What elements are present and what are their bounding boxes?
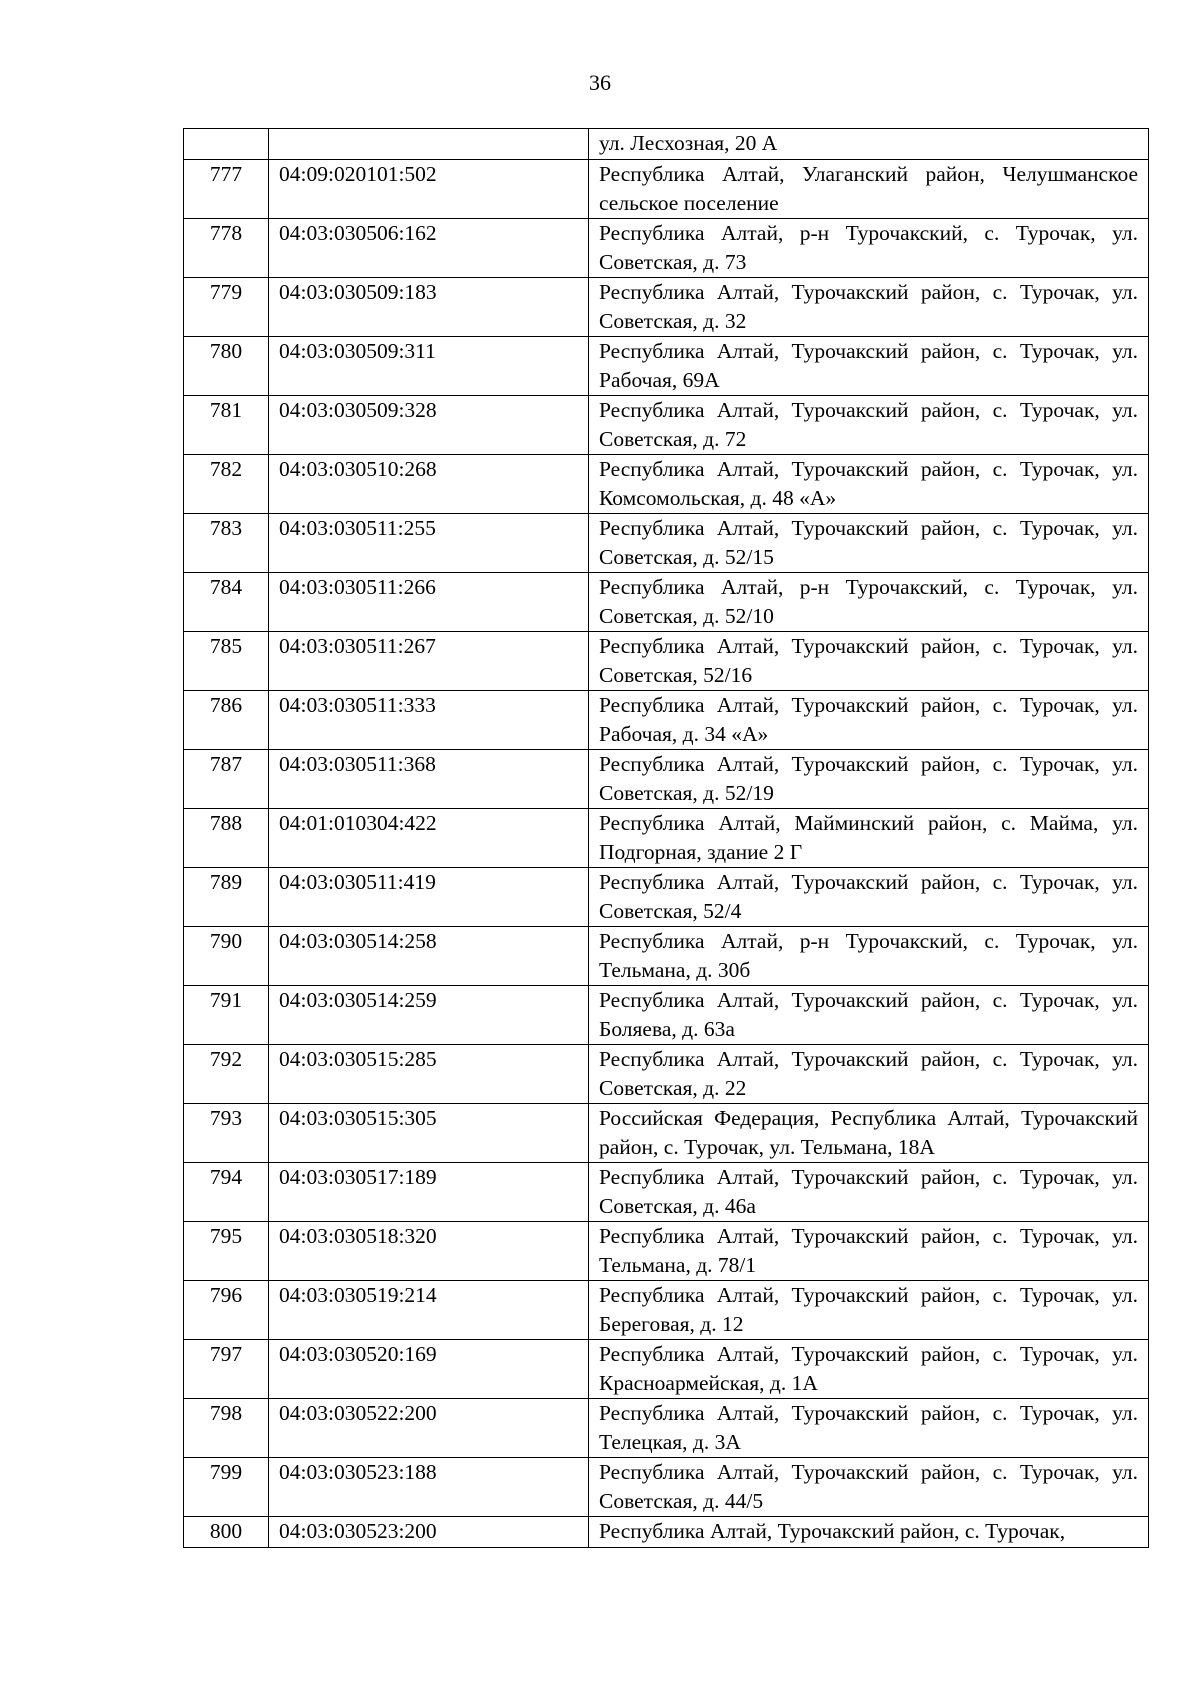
table-row-continuation xyxy=(184,129,1149,160)
cell-cadastral-number: 04:03:030509:311 xyxy=(269,337,589,396)
cell-number: 779 xyxy=(184,278,269,337)
table-body xyxy=(184,160,1149,1517)
cell-number: 800 xyxy=(184,1517,269,1548)
table-row xyxy=(184,691,1149,750)
cell-number: 784 xyxy=(184,573,269,632)
table-row xyxy=(184,868,1149,927)
table-row-last xyxy=(184,1517,1149,1548)
cell-number: 778 xyxy=(184,219,269,278)
cell-address: Республика Алтай, Турочакский район, с. Турочак, ул. Береговая, д. 12 xyxy=(589,1281,1149,1340)
table-row xyxy=(184,455,1149,514)
cell-cadastral-number: 04:03:030509:328 xyxy=(269,396,589,455)
cell-cadastral-number: 04:03:030511:266 xyxy=(269,573,589,632)
cell-cadastral-number: 04:03:030514:259 xyxy=(269,986,589,1045)
table-row xyxy=(184,219,1149,278)
table-row xyxy=(184,160,1149,219)
cell-address: Республика Алтай, Турочакский район, с. Турочак, ул. Красноармейская, д. 1А xyxy=(589,1340,1149,1399)
cell-cadastral-number: 04:03:030511:255 xyxy=(269,514,589,573)
table-row xyxy=(184,750,1149,809)
page-number: 36 xyxy=(589,70,611,95)
cell-address: Республика Алтай, Улаганский район, Челушманское сельское поселение xyxy=(589,160,1149,219)
cell-cadastral-number: 04:03:030517:189 xyxy=(269,1163,589,1222)
cell-cadastral-number: 04:03:030511:333 xyxy=(269,691,589,750)
cell-cadastral-number: 04:03:030523:200 xyxy=(269,1517,589,1548)
cell-cadastral-number: 04:03:030519:214 xyxy=(269,1281,589,1340)
cell-number: 785 xyxy=(184,632,269,691)
table-row xyxy=(184,1104,1149,1163)
cell-number: 782 xyxy=(184,455,269,514)
cell-cadastral-number: 04:03:030506:162 xyxy=(269,219,589,278)
cell-address: ул. Лесхозная, 20 А xyxy=(589,129,1149,160)
cell-number: 788 xyxy=(184,809,269,868)
cell-number xyxy=(184,129,269,160)
cell-address: Республика Алтай, Турочакский район, с. Турочак, ул. Советская, д. 44/5 xyxy=(589,1458,1149,1517)
cell-number: 786 xyxy=(184,691,269,750)
cell-number: 793 xyxy=(184,1104,269,1163)
cell-cadastral-number: 04:03:030510:268 xyxy=(269,455,589,514)
cell-cadastral-number: 04:03:030518:320 xyxy=(269,1222,589,1281)
table-row xyxy=(184,1281,1149,1340)
cell-cadastral-number: 04:09:020101:502 xyxy=(269,160,589,219)
cell-cadastral-number: 04:03:030511:419 xyxy=(269,868,589,927)
cell-address: Российская Федерация, Республика Алтай, Турочакский район, с. Турочак, ул. Тельмана, 18А xyxy=(589,1104,1149,1163)
cell-address: Республика Алтай, Турочакский район, с. Турочак, ул. Советская, д. 52/19 xyxy=(589,750,1149,809)
table-row xyxy=(184,1045,1149,1104)
table-row xyxy=(184,337,1149,396)
cell-cadastral-number: 04:01:010304:422 xyxy=(269,809,589,868)
cell-address: Республика Алтай, Турочакский район, с. Турочак, ул. Рабочая, д. 34 «А» xyxy=(589,691,1149,750)
cell-address: Республика Алтай, Турочакский район, с. Турочак, ул. Рабочая, 69А xyxy=(589,337,1149,396)
cell-address: Республика Алтай, Турочакский район, с. Турочак, ул. Советская, 52/4 xyxy=(589,868,1149,927)
cell-address: Республика Алтай, Турочакский район, с. Турочак, ул. Комсомольская, д. 48 «А» xyxy=(589,455,1149,514)
cell-address: Республика Алтай, Турочакский район, с. Турочак, ул. Тельмана, д. 78/1 xyxy=(589,1222,1149,1281)
cell-cadastral-number: 04:03:030523:188 xyxy=(269,1458,589,1517)
cell-address: Республика Алтай, Турочакский район, с. Турочак, ул. Советская, д. 52/15 xyxy=(589,514,1149,573)
cell-number: 795 xyxy=(184,1222,269,1281)
cell-number: 777 xyxy=(184,160,269,219)
cell-address: Республика Алтай, Турочакский район, с. Турочак, ул. Советская, д. 22 xyxy=(589,1045,1149,1104)
cell-cadastral-number xyxy=(269,129,589,160)
cell-address: Республика Алтай, Турочакский район, с. Турочак, ул. Телецкая, д. 3А xyxy=(589,1399,1149,1458)
cell-number: 796 xyxy=(184,1281,269,1340)
cell-address: Республика Алтай, Турочакский район, с. Турочак, ул. Советская, 52/16 xyxy=(589,632,1149,691)
registry-table xyxy=(183,128,1149,1548)
table-row xyxy=(184,573,1149,632)
table-row xyxy=(184,396,1149,455)
table-row xyxy=(184,278,1149,337)
cell-number: 797 xyxy=(184,1340,269,1399)
cell-number: 781 xyxy=(184,396,269,455)
cell-number: 791 xyxy=(184,986,269,1045)
cell-address: Республика Алтай, Турочакский район, с. Турочак, ул. Советская, д. 72 xyxy=(589,396,1149,455)
cell-number: 794 xyxy=(184,1163,269,1222)
cell-address: Республика Алтай, Турочакский район, с. Турочак, ул. Советская, д. 46а xyxy=(589,1163,1149,1222)
cell-cadastral-number: 04:03:030514:258 xyxy=(269,927,589,986)
cell-number: 780 xyxy=(184,337,269,396)
cell-address: Республика Алтай, Турочакский район, с. Турочак, ул. Боляева, д. 63а xyxy=(589,986,1149,1045)
cell-address: Республика Алтай, Турочакский район, с. Турочак, ул. Советская, д. 32 xyxy=(589,278,1149,337)
table-row xyxy=(184,809,1149,868)
cell-number: 790 xyxy=(184,927,269,986)
cell-address: Республика Алтай, Турочакский район, с. Турочак, xyxy=(589,1517,1149,1548)
cell-cadastral-number: 04:03:030522:200 xyxy=(269,1399,589,1458)
cell-number: 799 xyxy=(184,1458,269,1517)
table-row xyxy=(184,1458,1149,1517)
table-row xyxy=(184,1399,1149,1458)
table-row xyxy=(184,986,1149,1045)
cell-cadastral-number: 04:03:030515:285 xyxy=(269,1045,589,1104)
table-row xyxy=(184,1163,1149,1222)
cell-number: 792 xyxy=(184,1045,269,1104)
table-row xyxy=(184,632,1149,691)
cell-cadastral-number: 04:03:030511:267 xyxy=(269,632,589,691)
cell-number: 783 xyxy=(184,514,269,573)
cell-number: 789 xyxy=(184,868,269,927)
cell-address: Республика Алтай, р-н Турочакский, с. Турочак, ул. Советская, д. 73 xyxy=(589,219,1149,278)
table-row xyxy=(184,927,1149,986)
cell-cadastral-number: 04:03:030515:305 xyxy=(269,1104,589,1163)
cell-cadastral-number: 04:03:030509:183 xyxy=(269,278,589,337)
cell-number: 787 xyxy=(184,750,269,809)
cell-cadastral-number: 04:03:030511:368 xyxy=(269,750,589,809)
cell-address: Республика Алтай, р-н Турочакский, с. Турочак, ул. Тельмана, д. 30б xyxy=(589,927,1149,986)
cell-cadastral-number: 04:03:030520:169 xyxy=(269,1340,589,1399)
cell-address: Республика Алтай, р-н Турочакский, с. Турочак, ул. Советская, д. 52/10 xyxy=(589,573,1149,632)
table-row xyxy=(184,1340,1149,1399)
cell-address: Республика Алтай, Майминский район, с. Майма, ул. Подгорная, здание 2 Г xyxy=(589,809,1149,868)
table-row xyxy=(184,514,1149,573)
table-row xyxy=(184,1222,1149,1281)
cell-number: 798 xyxy=(184,1399,269,1458)
